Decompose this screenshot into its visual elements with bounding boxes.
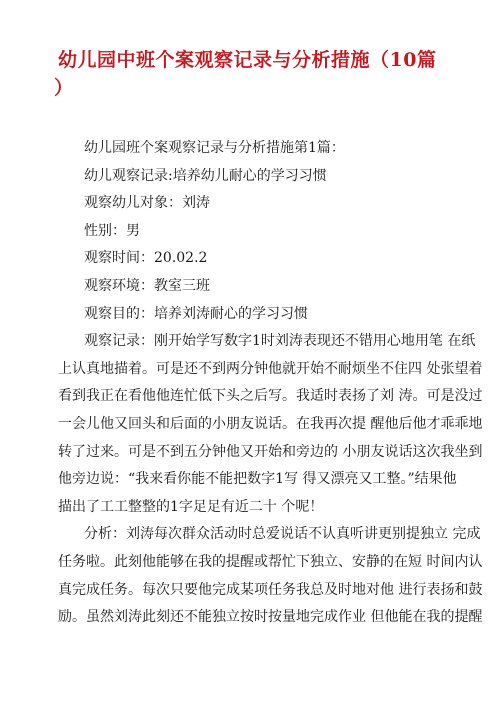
paragraph-line: 励。虽然刘涛此刻还不能独立按时按量地完成作业 但他能在我的提醒 [58, 609, 483, 626]
paragraph-line: 真完成任务。每次只要他完成某项任务我总及时地对他 进行表扬和鼓 [58, 581, 483, 598]
document-body [58, 135, 483, 632]
paragraph-line: 上认真地描着。可是还不到两分钟他就开始不耐烦坐不住四 处张望着 [58, 360, 483, 377]
paragraph-line: 分析：刘涛每次群众活动时总爱说话不认真听讲更别提独立 完成 [84, 526, 481, 543]
paragraph-line: 看到我正在看他他连忙低下头之后写。我适时表扬了刘 涛。可是没过 [58, 388, 483, 405]
observed-child: 观察幼儿对象：刘涛 [84, 195, 210, 212]
title-line-2: ） [54, 77, 74, 99]
observation-record-paragraph [58, 328, 483, 521]
gender: 性别：男 [84, 222, 140, 239]
paragraph-line: 他旁边说：“我来看你能不能把数字1写 得又漂亮又工整。”结果他 [58, 471, 457, 488]
paragraph-line: 任务啦。此刻他能够在我的提醒或帮忙下独立、安静的在短 时间内认 [58, 553, 483, 570]
document-title [54, 46, 458, 102]
paragraph-line: 描出了工工整整的1字足足有近二十 个呢！ [58, 498, 324, 515]
paragraph-line: 一会儿他又回头和后面的小朋友说话。在我再次提 醒他后他才乖乖地 [58, 415, 483, 432]
observation-environment: 观察环境：教室三班 [84, 277, 210, 294]
title-line-1: 幼儿园中班个案观察记录与分析措施（10篇 [58, 49, 437, 71]
section-heading: 幼儿园班个案观察记录与分析措施第1篇： [84, 140, 345, 156]
analysis-paragraph [58, 521, 483, 631]
record-subject: 幼儿观察记录:培养幼儿耐心的学习习惯 [84, 167, 327, 184]
paragraph-line: 转了过来。可是不到五分钟他又开始和旁边的 小朋友说话这次我坐到 [58, 443, 483, 460]
observation-purpose: 观察目的：培养刘涛耐心的学习习惯 [84, 305, 308, 322]
paragraph-line: 观察记录：刚开始学写数字1时刘涛表现还不错用心地用笔 在纸 [84, 333, 476, 350]
observation-time: 观察时间：20.02.2 [84, 250, 208, 267]
